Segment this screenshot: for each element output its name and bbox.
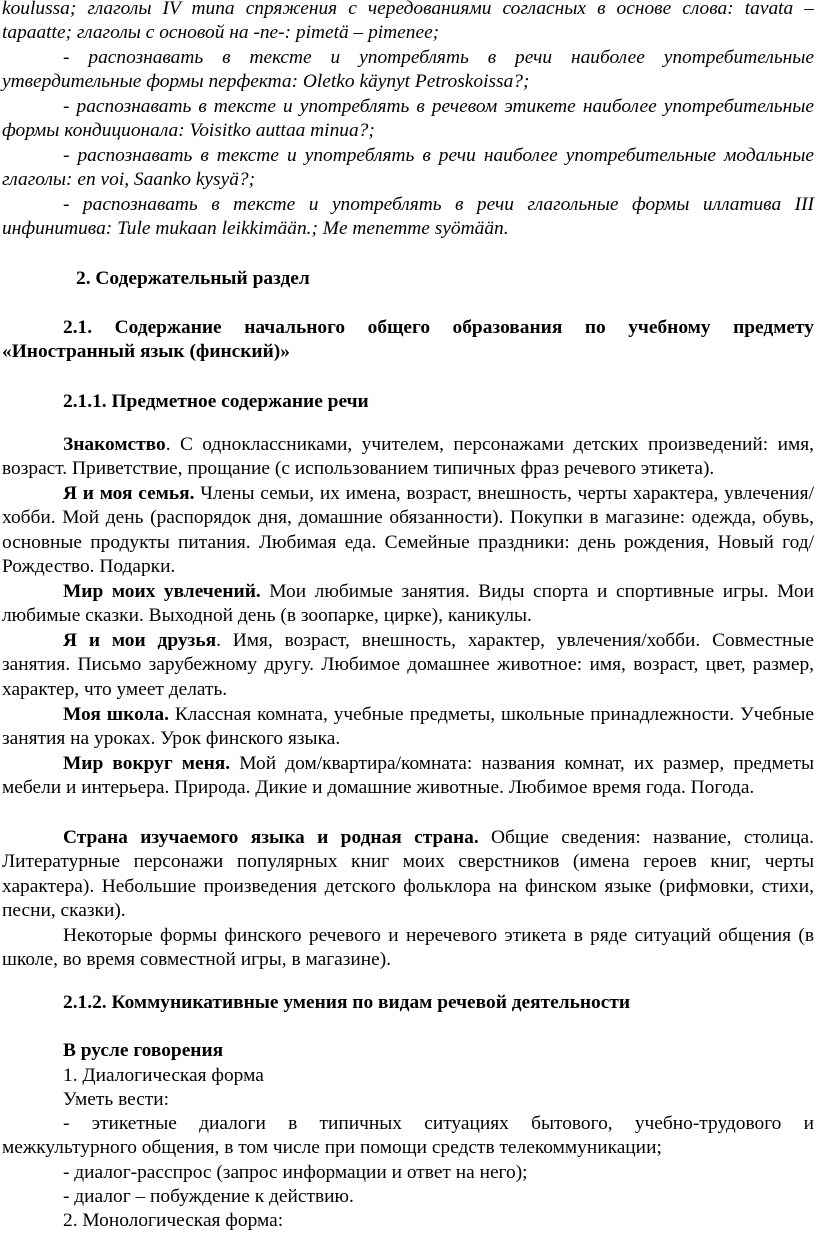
dialogue-item-inquiry: - диалог-расспрос (запрос информации и ответ на него); xyxy=(63,1162,528,1183)
topic-world-around xyxy=(2,752,814,801)
topic-hobbies xyxy=(2,580,814,629)
monologue-form-label: 2. Монологическая форма: xyxy=(63,1210,284,1231)
topic-acquaintance xyxy=(2,433,814,482)
dialogue-form-label: 1. Диалогическая форма xyxy=(63,1065,264,1086)
topic-text: . С одноклассниками, учителем, персонажами детских произведений: имя, возраст. Приветствие, прощание (с использованием типичных фраз речевого этикета). xyxy=(2,434,814,480)
topic-text: Классная комната, учебные предметы, школьные принадлежности. Учебные занятия на уроках. Урок финского языка. xyxy=(2,704,814,750)
paragraph-illative-infinitive: - распознавать в тексте и употреблять в речи глагольные формы иллатива III инфинитива: Tule mukaan leikkimään.; Me menemme syömään. xyxy=(2,194,814,240)
paragraph-conditional: - распознавать в тексте и употреблять в речевом этикете наиболее употребительные формы кондиционала: Voisitko auttaa minua?; xyxy=(2,96,814,142)
section-2-1-heading: 2.1. Содержание начального общего образования по учебному предмету «Иностранный язык (финский)» xyxy=(2,317,814,363)
topic-term: Моя школа. xyxy=(63,704,169,725)
paragraph-perfect: - распознавать в тексте и употреблять в речи наиболее употребительные утвердительные формы перфекта: Oletko käynyt Petroskoissa?; xyxy=(2,47,814,93)
topic-school xyxy=(2,703,814,752)
topic-family xyxy=(2,482,814,580)
topic-term: Знакомство xyxy=(63,434,166,455)
topic-term: Страна изучаемого языка и родная страна. xyxy=(63,827,479,848)
topic-term: Я и мои друзья xyxy=(63,630,217,651)
topic-text: Мой дом/квартира/комната: названия комнат, их размер, предметы мебели и интерьера. Природа. Дикие и домашние животные. Любимое время года. Погода. xyxy=(2,753,814,799)
paragraph-verb-types: koulussa; глаголы IV типа спряжения с чередованиями согласных в основе слова: tavata – tapaatte; глаголы с основой на -ne-: pimetä – pimenee; xyxy=(2,0,814,44)
topic-text: Мои любимые занятия. Виды спорта и спортивные игры. Мои любимые сказки. Выходной день (в зоопарке, цирке), каникулы. xyxy=(2,581,814,627)
topic-term: Я и моя семья. xyxy=(63,483,195,504)
dialogue-item-etiquette: - этикетные диалоги в типичных ситуациях бытового, учебно-трудового и межкультурного общения, в том числе при помощи средств телекоммуникации; xyxy=(2,1113,814,1159)
topic-text: . Имя, возраст, внешность, характер, увлечения/хобби. Совместные занятия. Письмо зарубежному другу. Любимое домашнее животное: имя, возраст, цвет, размер, характер, что умеет делать. xyxy=(2,630,814,700)
dialogue-item-action: - диалог – побуждение к действию. xyxy=(63,1186,354,1207)
speaking-heading: В русле говорения xyxy=(63,1040,224,1061)
be-able-to-lead-label: Уметь вести: xyxy=(63,1089,170,1110)
topic-friends xyxy=(2,629,814,702)
section-2-heading: 2. Содержательный раздел xyxy=(76,268,310,289)
section-2-1-1-heading: 2.1.1. Предметное содержание речи xyxy=(63,391,369,412)
paragraph-etiquette: Некоторые формы финского речевого и неречевого этикета в ряде ситуаций общения (в школе, во время совместной игры, в магазине). xyxy=(2,925,814,971)
topic-term: Мир моих увлечений. xyxy=(63,581,261,602)
topic-country xyxy=(2,826,814,924)
section-2-1-2-heading: 2.1.2. Коммуникативные умения по видам речевой деятельности xyxy=(63,992,631,1013)
paragraph-modal-verbs: - распознавать в тексте и употреблять в речи наиболее употребительные модальные глаголы: en voi, Saanko kysyä?; xyxy=(2,145,814,191)
topic-text: Общие сведения: название, столица. Литературные персонажи популярных книг моих сверстников (имена героев книг, черты характера). Небольшие произведения детского фольклора на финском языке (рифмовки, стихи, песни, сказки). xyxy=(2,827,814,922)
topic-text: Члены семьи, их имена, возраст, внешность, черты характера, увлечения/хобби. Мой день (распорядок дня, домашние обязанности). Покупки в магазине: одежда, обувь, основные продукты питания. Любимая еда. Семейные праздники: день рождения, Новый год/Рождество. Подарки. xyxy=(2,483,814,578)
topic-term: Мир вокруг меня. xyxy=(63,753,231,774)
